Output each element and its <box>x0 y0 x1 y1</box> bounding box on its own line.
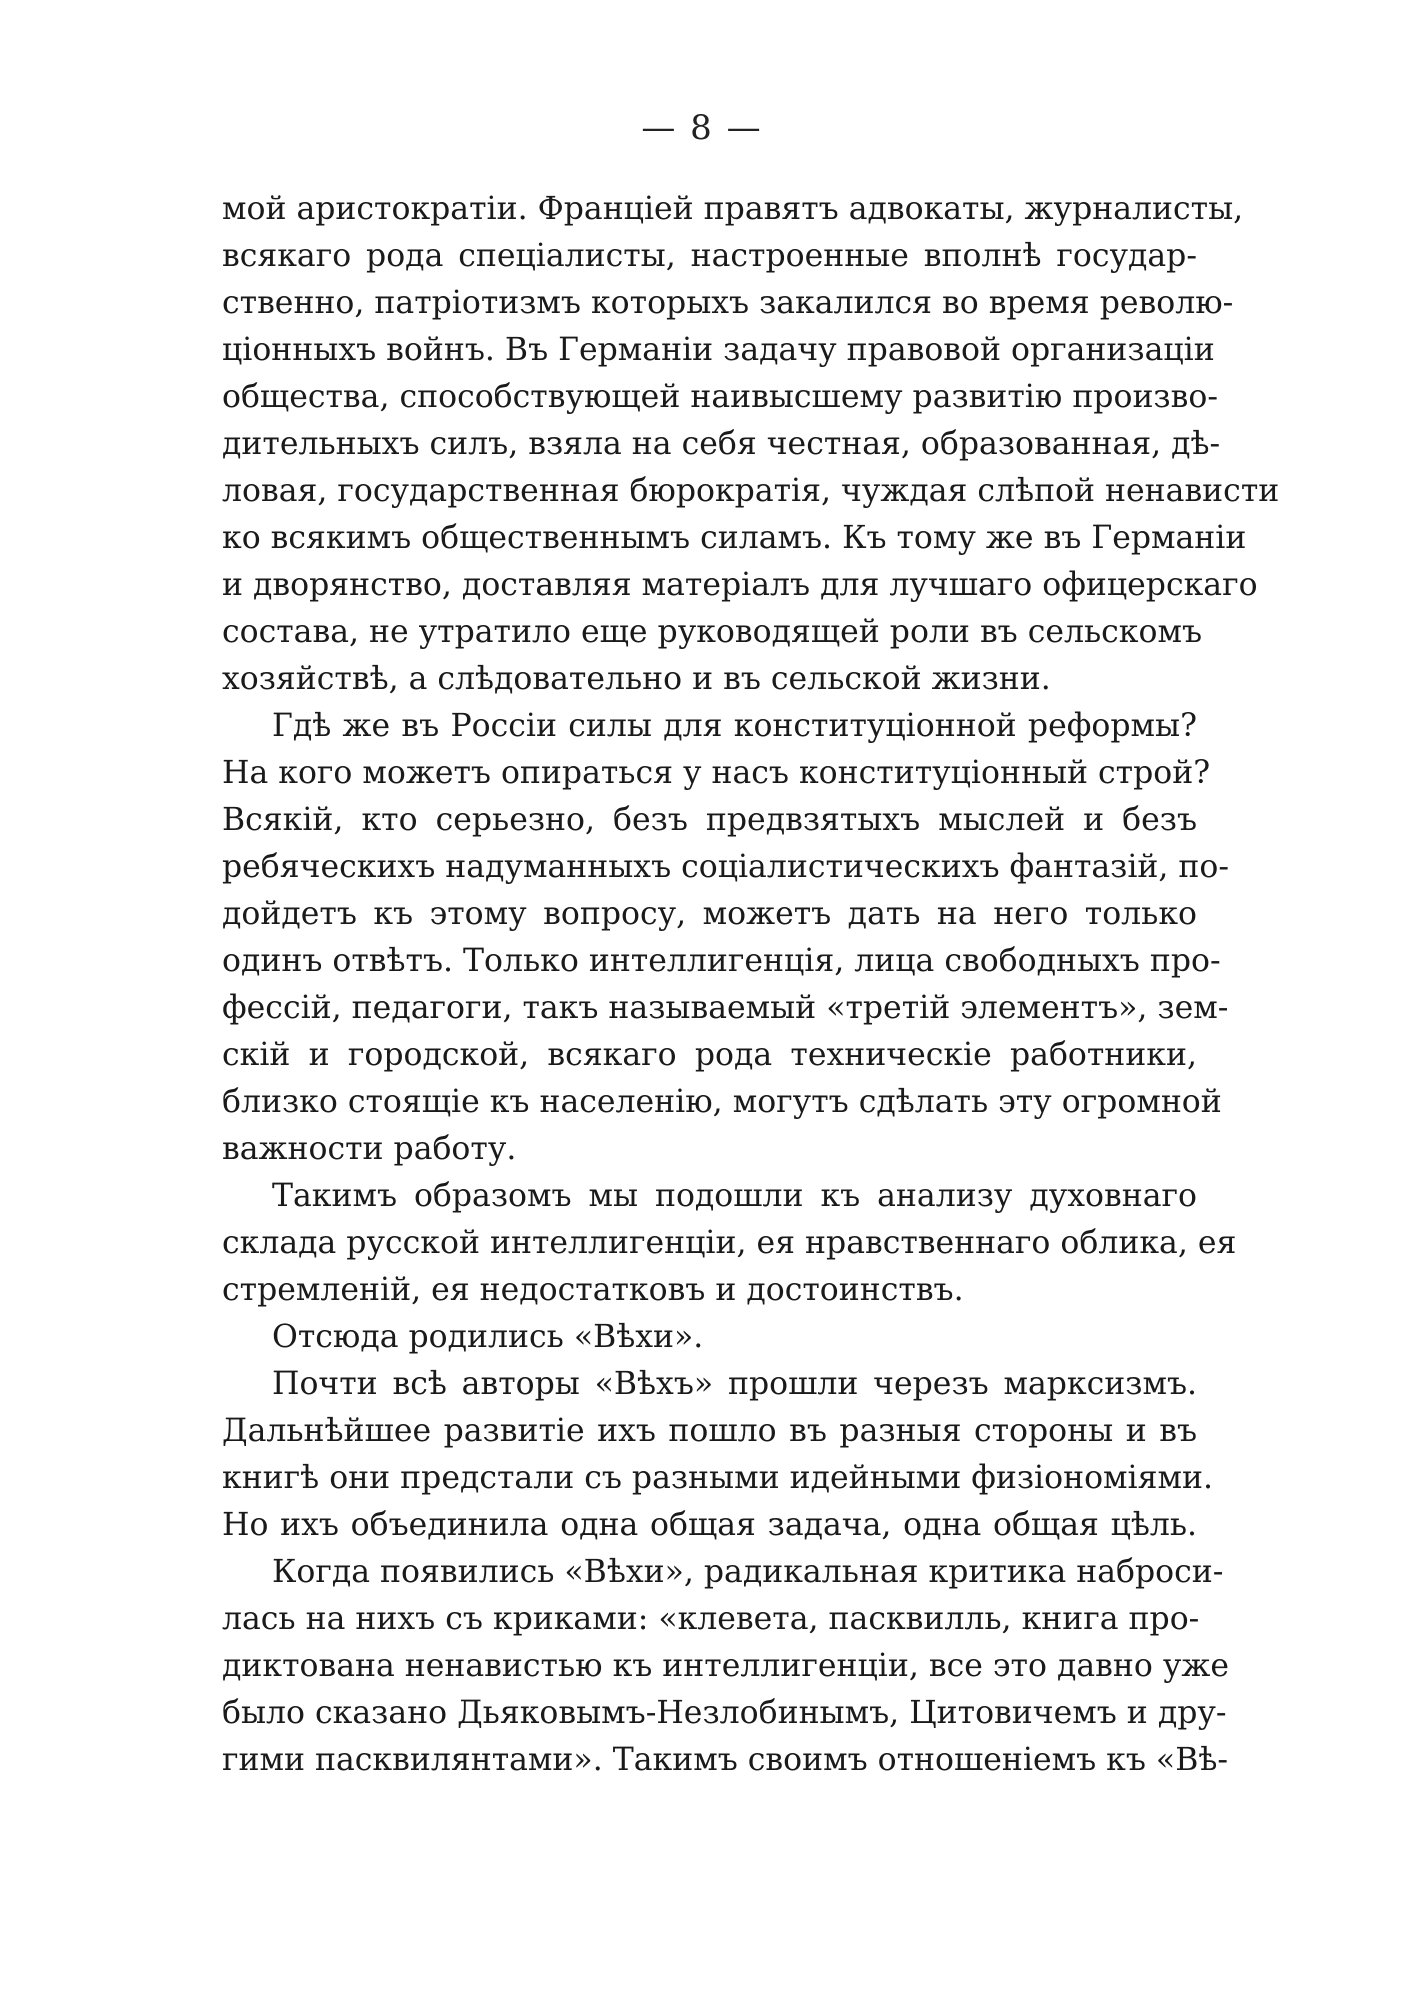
text-line: ко всякимъ общественнымъ силамъ. Къ тому же въ Германіи <box>222 520 1247 556</box>
text-line: одинъ отвѣтъ. Только интеллигенція, лица свободныхъ про- <box>222 943 1221 979</box>
text-line: Всякій, кто серьезно, безъ предвзятыхъ мыслей и безъ <box>222 802 1197 838</box>
text-line: состава, не утратило еще руководящей роли въ сельскомъ <box>222 614 1203 650</box>
text-line: дительныхъ силъ, взяла на себя честная, образованная, дѣ- <box>222 426 1221 462</box>
text-line: общества, способствующей наивысшему развитію произво- <box>222 379 1218 415</box>
text-line: Отсюда родились «Вѣхи». <box>272 1319 704 1355</box>
text-line: Такимъ образомъ мы подошли къ анализу духовнаго <box>272 1178 1197 1214</box>
text-line: фессій, педагоги, такъ называемый «третій элементъ», зем- <box>222 990 1229 1026</box>
text-line: Гдѣ же въ Россіи силы для конституціонной реформы? <box>272 708 1197 744</box>
text-line: Почти всѣ авторы «Вѣхъ» прошли черезъ марксизмъ. <box>272 1366 1197 1402</box>
text-line: и дворянство, доставляя матеріалъ для лучшаго офицерскаго <box>222 567 1258 603</box>
text-line: ловая, государственная бюрократія, чуждая слѣпой ненависти <box>222 473 1280 509</box>
paragraph-1 <box>222 186 1280 703</box>
text-line: дойдетъ къ этому вопросу, можетъ дать на него только <box>222 896 1197 932</box>
paragraph-4 <box>222 1314 1197 1361</box>
page-number: — 8 — <box>641 108 763 148</box>
text-line: диктована ненавистью къ интеллигенціи, все это давно уже <box>222 1648 1229 1684</box>
paragraph-5 <box>222 1361 1214 1549</box>
text-line: Когда появились «Вѣхи», радикальная критика наброси- <box>272 1554 1224 1590</box>
text-line: склада русской интеллигенціи, ея нравственнаго облика, ея <box>222 1225 1237 1261</box>
text-line: книгѣ они предстали съ разными идейными физіономіями. <box>222 1460 1214 1496</box>
body-text <box>222 186 1280 1784</box>
text-line: мой аристократіи. Франціей правятъ адвокаты, журналисты, <box>222 191 1244 227</box>
text-line: хозяйствѣ, а слѣдовательно и въ сельской жизни. <box>222 661 1051 697</box>
text-line: было сказано Дьяковымъ-Незлобинымъ, Цитовичемъ и дру- <box>222 1695 1227 1731</box>
text-line: гими пасквилянтами». Такимъ своимъ отношеніемъ къ «Вѣ- <box>222 1742 1228 1778</box>
text-line: ребяческихъ надуманныхъ соціалистическихъ фантазій, по- <box>222 849 1230 885</box>
text-line: Но ихъ объединила одна общая задача, одна общая цѣль. <box>222 1507 1197 1543</box>
text-line: скій и городской, всякаго рода техническіе работники, <box>222 1037 1197 1073</box>
paragraph-6 <box>222 1549 1229 1784</box>
text-line: ственно, патріотизмъ которыхъ закалился во время револю- <box>222 285 1234 321</box>
text-line: На кого можетъ опираться у насъ конституціонный строй? <box>222 755 1211 791</box>
paragraph-3 <box>222 1173 1237 1314</box>
text-line: Дальнѣйшее развитіе ихъ пошло въ разныя стороны и въ <box>222 1413 1197 1449</box>
text-line: всякаго рода спеціалисты, настроенные вполнѣ государ- <box>222 238 1197 274</box>
text-line: близко стоящіе къ населенію, могутъ сдѣлать эту огромной <box>222 1084 1222 1120</box>
paragraph-2 <box>222 703 1230 1173</box>
text-line: важности работу. <box>222 1131 517 1167</box>
text-line: лась на нихъ съ криками: «клевета, пасквилль, книга про- <box>222 1601 1200 1637</box>
text-line: ціонныхъ войнъ. Въ Германіи задачу правовой организаціи <box>222 332 1215 368</box>
text-line: стремленій, ея недостатковъ и достоинствъ. <box>222 1272 964 1308</box>
